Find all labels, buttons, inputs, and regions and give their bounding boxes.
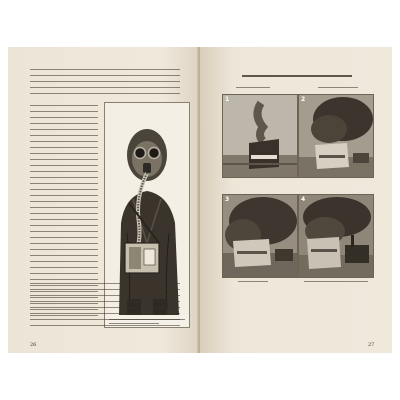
- text-line: [30, 273, 98, 274]
- text-line: [30, 289, 180, 290]
- text-line: [30, 243, 98, 244]
- text-line: [30, 291, 98, 292]
- text-line: [30, 283, 180, 284]
- text-line: [30, 183, 98, 184]
- photo-2-image: [299, 95, 373, 177]
- text-line: [30, 313, 180, 314]
- text-line: [30, 261, 98, 262]
- text-line: [30, 177, 98, 178]
- photo-panel-4: [298, 194, 374, 278]
- text-line: [30, 267, 98, 268]
- text-line: [30, 81, 180, 82]
- illustration-caption: [109, 323, 159, 324]
- text-line: [30, 189, 98, 190]
- text-line: [30, 297, 98, 298]
- text-line: [30, 147, 98, 148]
- photo-panel-1: [222, 94, 298, 178]
- text-line: [30, 319, 180, 320]
- page-heading: [242, 75, 352, 77]
- text-line: [30, 225, 98, 226]
- text-line: [30, 231, 98, 232]
- text-line: [30, 75, 180, 76]
- text-line: [30, 141, 98, 142]
- text-line: [30, 111, 98, 112]
- text-line: [30, 195, 98, 196]
- panel-number: 2: [301, 96, 306, 103]
- text-line: [30, 309, 98, 310]
- text-line: [30, 123, 98, 124]
- text-line: [30, 93, 180, 94]
- panel-number: 3: [225, 196, 230, 203]
- left-page: [8, 47, 200, 353]
- text-line: [30, 303, 98, 304]
- photo-panel-3: [222, 194, 298, 278]
- text-line: [30, 159, 98, 160]
- photo-panel-2: [298, 94, 374, 178]
- photo-1-image: [223, 95, 297, 177]
- text-line: [30, 69, 180, 70]
- text-line: [30, 105, 98, 106]
- text-line: [30, 213, 98, 214]
- text-line: [30, 295, 180, 296]
- text-line: [30, 301, 180, 302]
- panel-caption: [304, 281, 368, 282]
- panel-number: 1: [225, 96, 230, 103]
- text-line: [30, 315, 98, 316]
- book-spread: [8, 47, 392, 353]
- page-number-left: 26: [30, 342, 37, 348]
- text-line: [30, 165, 98, 166]
- text-line: [30, 255, 98, 256]
- panel-caption: [238, 281, 268, 282]
- panel-number: 4: [301, 196, 306, 203]
- panel-caption: [236, 87, 270, 88]
- right-page: [200, 47, 392, 353]
- text-line: [30, 325, 180, 326]
- page-number-right: 27: [368, 342, 375, 348]
- text-line: [30, 117, 98, 118]
- text-line: [30, 307, 180, 308]
- photo-4-image: [299, 195, 373, 277]
- text-line: [30, 279, 98, 280]
- text-line: [30, 249, 98, 250]
- text-line: [30, 207, 98, 208]
- text-line: [30, 201, 98, 202]
- text-line: [30, 135, 98, 136]
- text-line: [30, 87, 180, 88]
- panel-caption: [318, 87, 358, 88]
- text-line: [30, 129, 98, 130]
- text-line: [30, 237, 98, 238]
- text-line: [30, 153, 98, 154]
- photo-3-image: [223, 195, 297, 277]
- text-line: [30, 219, 98, 220]
- text-line: [30, 171, 98, 172]
- text-line: [30, 285, 98, 286]
